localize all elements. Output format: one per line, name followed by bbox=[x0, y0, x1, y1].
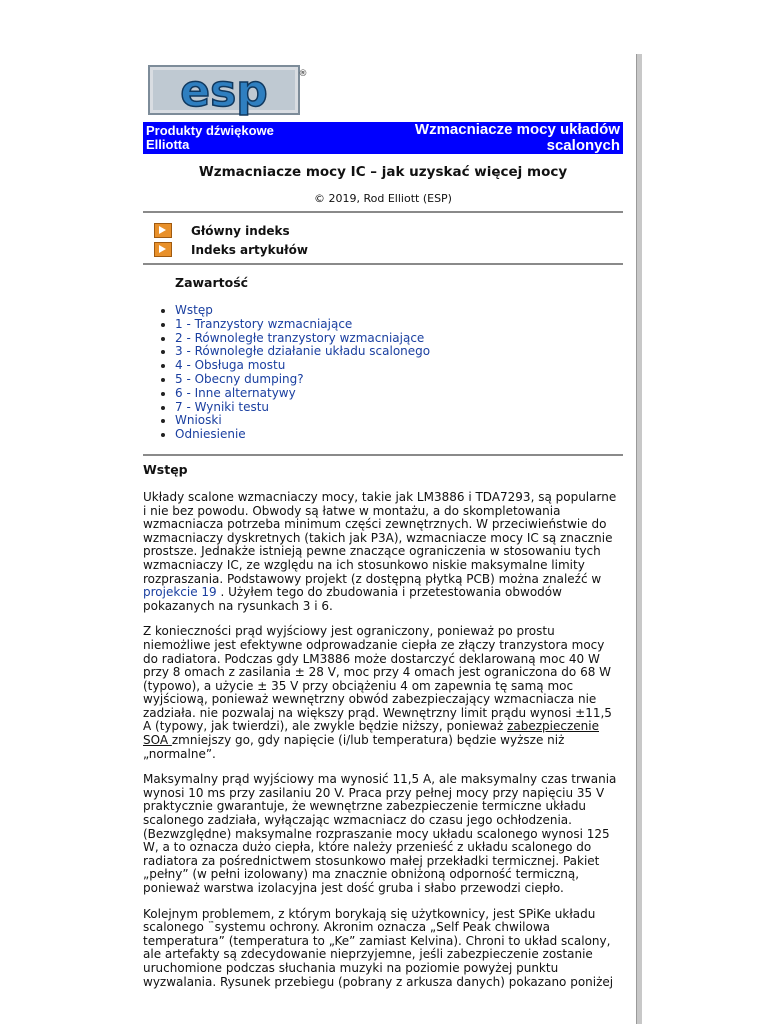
paragraph-text: Z konieczności prąd wyjściowy jest ograniczony, ponieważ po prostu niemożliwe jest efektywne odprowadzanie ciepła ze złączy tranzystora mocy do radiatora. Podczas gdy LM3886 może dostarczyć deklarowaną moc 40 W przy 8 omach z zasilania ± 28 V, moc przy 4 omach jest ograniczona do 68 W (typowo), a użycie ± 35 V przy obciążeniu 4 om zapewnia tę samą moc wyjściową, ponieważ wewnętrzny obwód zabezpieczający wzmacniacza nie zadziała. nie pozwalaj na większy prąd. Wewnętrzny limit prądu wynosi ±11,5 A (typowy, jak twierdzi), ale zwykle będzie niższy, ponieważ bbox=[143, 624, 612, 734]
paragraph-text: Układy scalone wzmacniaczy mocy, takie jak LM3886 i TDA7293, są popularne i nie bez powodu. Obwody są łatwe w montażu, a do skompletowania wzmacniacza potrzeba minimum części zewnętrznych. W przeciwieństwie do wzmacniaczy dyskretnych (takich jak P3A), wzmacniacze mocy IC są znacznie prostsze. Jednakże istnieją pewne znaczące ograniczenia w stosowaniu tych wzmacniaczy IC, ze względu na ich stosunkowo niskie maksymalne limity rozpraszania. Podstawowy projekt (z dostępną płytką PCB) można znaleźć w bbox=[143, 489, 617, 586]
esp-logo[interactable] bbox=[147, 64, 307, 116]
nav-main-index[interactable] bbox=[143, 221, 623, 240]
list-item bbox=[175, 359, 623, 373]
toc-heading: Zawartość bbox=[175, 275, 249, 290]
project-19-link[interactable]: projekcie 19 bbox=[143, 585, 217, 600]
section-title: Wzmacniacze mocy układów scalonych bbox=[414, 121, 620, 154]
toc-link-7[interactable]: 7 - Wyniki testu bbox=[175, 399, 270, 414]
divider bbox=[143, 211, 623, 213]
toc-link-3[interactable]: 3 - Równoległe działanie układu scalonego bbox=[175, 344, 431, 359]
toc-link-intro[interactable]: Wstęp bbox=[175, 303, 213, 317]
nav-links bbox=[143, 221, 623, 259]
nav-articles-index[interactable] bbox=[143, 240, 623, 259]
intro-paragraph-4 bbox=[143, 908, 619, 990]
list-item bbox=[175, 401, 623, 415]
list-item bbox=[175, 318, 623, 332]
nav-articles-index-label[interactable]: Indeks artykułów bbox=[191, 242, 308, 257]
arrow-right-icon[interactable] bbox=[154, 223, 172, 238]
paragraph-text: . Użyłem tego do zbudowania i przetestowania obwodów pokazanych na rysunkach 3 i 6. bbox=[143, 585, 562, 613]
intro-paragraph-1 bbox=[143, 491, 619, 613]
list-item bbox=[175, 373, 623, 387]
divider bbox=[143, 263, 623, 265]
copyright: © 2019, Rod Elliott (ESP) bbox=[314, 192, 452, 205]
intro-heading: Wstęp bbox=[143, 461, 188, 477]
toc-link-6[interactable]: 6 - Inne alternatywy bbox=[175, 385, 296, 400]
paragraph-text: systemu ochrony. Akronim oznacza „Self Peak chwilowa temperatura” (temperatura to „Ke” zamiast Kelvina). Chroni to układ scalony, ale artefakty są zdecydowanie nieprzyjemne, jeśli zabezpieczenie zostanie uruchomione podczas słuchania muzyki na poziomie powyżej punktu wyzwalania. Rysunek przebiegu (pobrany z arkusza danych) pokazano poniżej bbox=[143, 920, 614, 989]
toc-link-conclusions[interactable]: Wnioski bbox=[175, 413, 222, 428]
paragraph-text: Kolejnym problemem, z którym borykają się użytkownicy, jest SPiKe układu scalonego bbox=[143, 906, 596, 935]
paragraph-text: zmniejszy go, gdy napięcie (i/lub temperatura) będzie wyższe niż „normalne”. bbox=[143, 733, 565, 761]
nav-main-index-label[interactable]: Główny indeks bbox=[191, 223, 290, 238]
article-title: Wzmacniacze mocy IC – jak uzyskać więcej mocy bbox=[198, 164, 568, 180]
toc-link-2[interactable]: 2 - Równoległe tranzystory wzmacniające bbox=[175, 330, 425, 345]
soa-protection-link[interactable]: zabezpieczenie SOA bbox=[143, 719, 599, 748]
divider bbox=[143, 454, 623, 456]
list-item bbox=[175, 387, 623, 401]
toc-link-1[interactable]: 1 - Tranzystory wzmacniające bbox=[175, 316, 353, 331]
toc-link-4[interactable]: 4 - Obsługa mostu bbox=[175, 358, 286, 373]
site-name: Produkty dźwiękowe Elliotta bbox=[146, 123, 274, 152]
toc-link-5[interactable]: 5 - Obecny dumping? bbox=[175, 371, 304, 386]
intro-paragraph-3: Maksymalny prąd wyjściowy ma wynosić 11,5 A, ale maksymalny czas trwania wynosi 10 ms przy zasilaniu 20 V. Praca przy pełnej mocy przy napięciu 35 V praktycznie gwarantuje, że wewnętrzne zabezpieczenie termiczne układu scalonego zadziała, wyłączając wzmacniacz do czasu jego ochłodzenia. (Bezwzględne) maksymalne rozpraszanie mocy układu scalonego wynosi 125 W, a to oznacza dużo ciepła, które należy przenieść z układu scalonego do radiatora za pośrednictwem stosunkowo małej przekładki termicznej. Pakiet „pełny” (w pełni izolowany) ma znacznie obniżoną odporność termiczną, ponieważ warstwa izolacyjna jest dość gruba i słabo przewodzi ciepło. bbox=[143, 772, 617, 895]
table-of-contents bbox=[143, 304, 623, 442]
logo-text: esp bbox=[180, 66, 268, 116]
toc-link-references[interactable]: Odniesienie bbox=[175, 427, 246, 442]
intro-paragraph-2 bbox=[143, 625, 619, 761]
list-item bbox=[175, 428, 623, 442]
arrow-right-icon[interactable] bbox=[154, 242, 172, 257]
header-bar bbox=[143, 122, 623, 154]
right-page-border bbox=[636, 54, 642, 1024]
list-item bbox=[175, 304, 623, 318]
list-item bbox=[175, 414, 623, 428]
esp-logo-graphic bbox=[147, 64, 307, 116]
page-content bbox=[143, 64, 623, 989]
trademark-mark: ™ bbox=[207, 920, 215, 929]
registered-mark: ® bbox=[298, 69, 307, 79]
list-item bbox=[175, 345, 623, 359]
list-item bbox=[175, 332, 623, 346]
